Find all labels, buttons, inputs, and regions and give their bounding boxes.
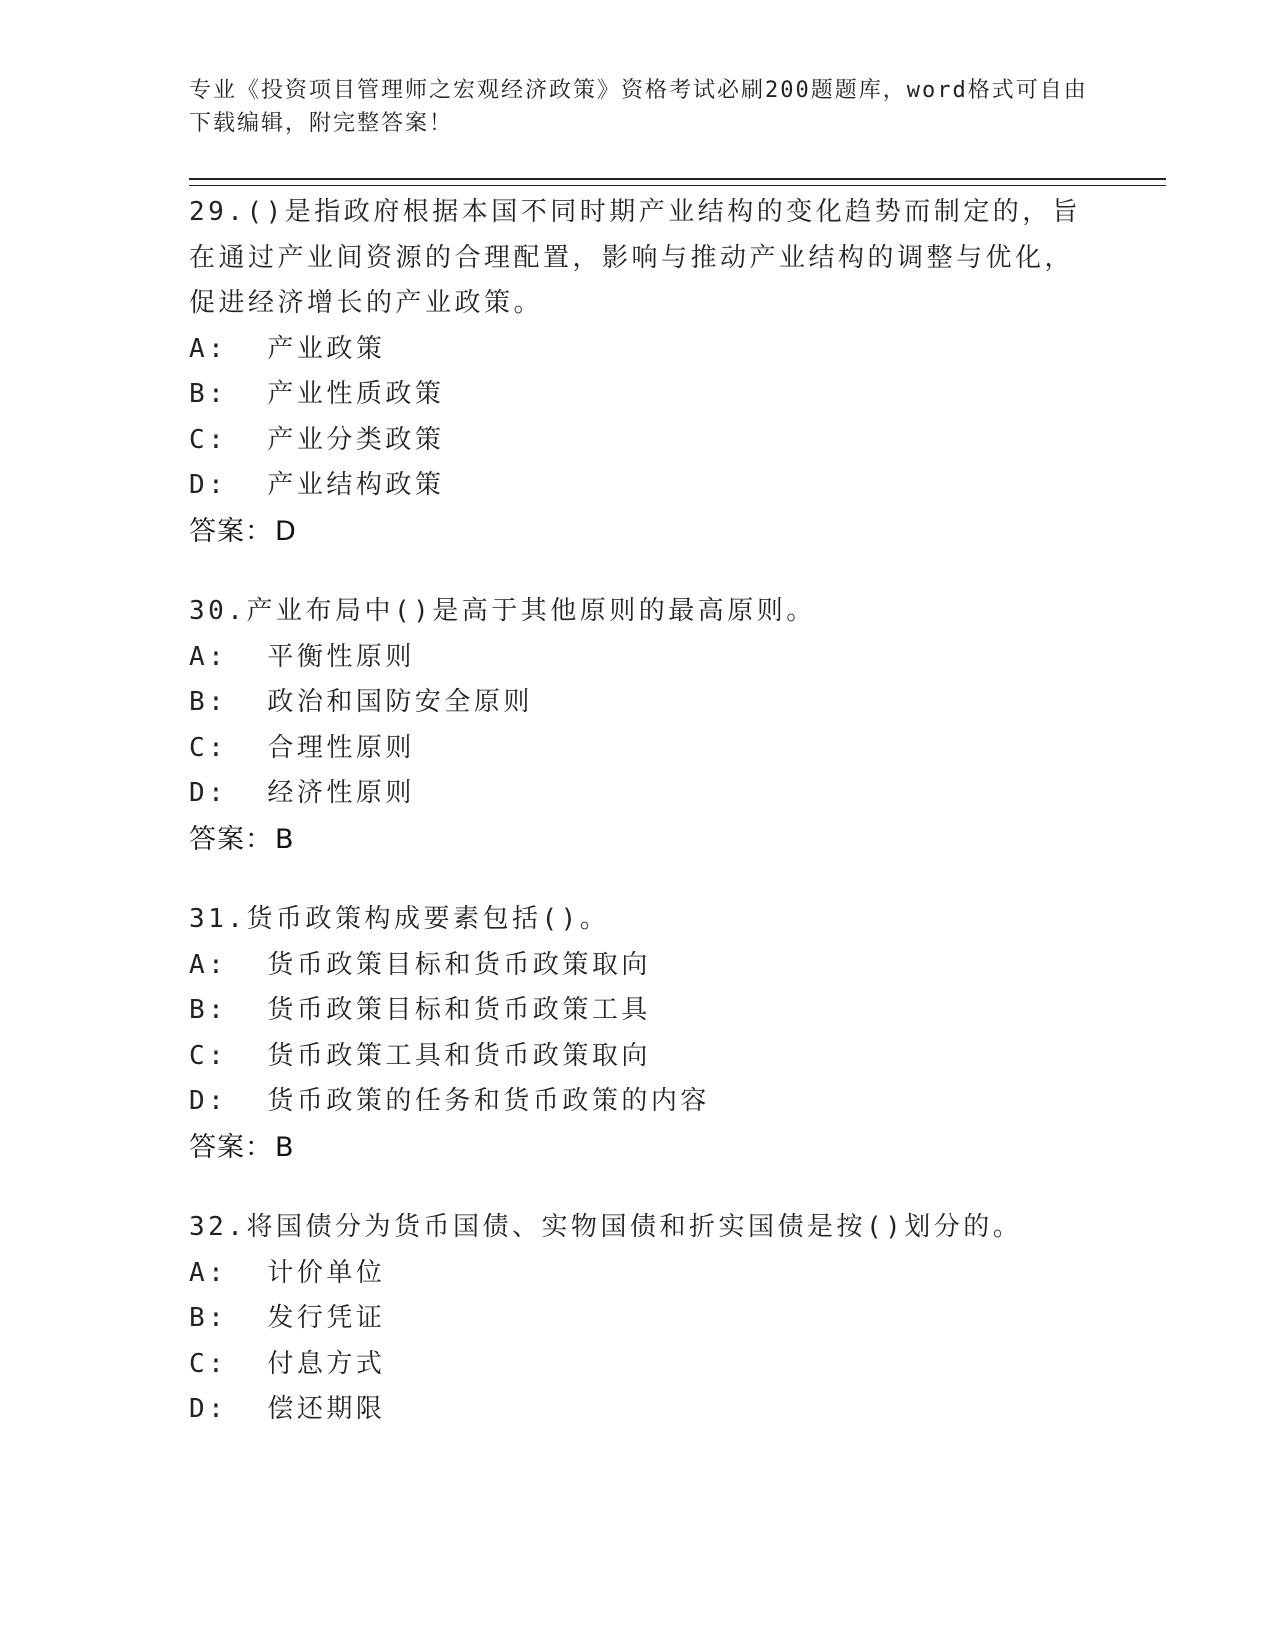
option-text: 货币政策工具和货币政策取向 (267, 1040, 651, 1071)
option-text: 合理性原则 (267, 732, 415, 763)
option-text: 产业分类政策 (267, 424, 445, 455)
option-c (189, 418, 1089, 464)
option-letter: D: (189, 778, 228, 808)
option-letter: C: (189, 1040, 228, 1071)
option-text: 发行凭证 (267, 1303, 386, 1333)
option-a (189, 943, 1089, 989)
question-stem: 30.产业布局中()是高于其他原则的最高原则。 (189, 596, 816, 626)
answer-label: 答案： (189, 1131, 273, 1163)
answer (189, 509, 1089, 555)
option-text: 付息方式 (267, 1348, 386, 1379)
answer-label: 答案： (189, 515, 273, 547)
option-text: 货币政策的任务和货币政策的内容 (267, 1086, 710, 1116)
option-letter: C: (189, 732, 228, 763)
answer-value: B (275, 1131, 294, 1163)
option-d (189, 1387, 1089, 1433)
option-letter: A: (189, 333, 228, 364)
question-31 (189, 897, 1089, 1170)
option-c (189, 1034, 1089, 1080)
option-text: 计价单位 (267, 1257, 386, 1288)
question-29 (189, 190, 1089, 554)
option-c (189, 1342, 1089, 1388)
option-a (189, 635, 1089, 681)
option-text: 产业结构政策 (267, 470, 445, 500)
option-text: 政治和国防安全原则 (267, 687, 533, 717)
option-a (189, 1251, 1089, 1297)
option-text: 经济性原则 (267, 778, 415, 808)
question-32 (189, 1205, 1089, 1433)
option-d (189, 1079, 1089, 1125)
option-letter: C: (189, 1348, 228, 1379)
answer (189, 1125, 1089, 1171)
option-b (189, 372, 1089, 418)
question-list (189, 190, 1089, 1468)
option-text: 货币政策目标和货币政策工具 (267, 995, 651, 1025)
option-c (189, 726, 1089, 772)
option-letter: D: (189, 1394, 228, 1424)
answer-label: 答案： (189, 823, 273, 855)
option-text: 产业政策 (267, 333, 386, 364)
question-30 (189, 589, 1089, 862)
option-b (189, 988, 1089, 1034)
option-text: 偿还期限 (267, 1394, 386, 1424)
option-letter: B: (189, 379, 228, 409)
answer-value: D (275, 515, 296, 547)
option-letter: B: (189, 995, 228, 1025)
question-stem: 29.()是指政府根据本国不同时期产业结构的变化趋势而制定的，旨在通过产业间资源的合理配置，影响与推动产业结构的调整与优化，促进经济增长的产业政策。 (189, 197, 1082, 318)
option-a (189, 327, 1089, 373)
option-letter: A: (189, 1257, 228, 1288)
option-letter: A: (189, 641, 228, 672)
option-b (189, 680, 1089, 726)
option-letter: A: (189, 949, 228, 980)
answer (189, 817, 1089, 863)
option-text: 产业性质政策 (267, 379, 445, 409)
document-header: 专业《投资项目管理师之宏观经济政策》资格考试必刷200题题库，word格式可自由下载编辑，附完整答案！ (189, 78, 1088, 136)
option-letter: B: (189, 1303, 228, 1333)
option-letter: D: (189, 470, 228, 500)
option-letter: D: (189, 1086, 228, 1116)
question-stem: 32.将国债分为货币国债、实物国债和折实国债是按()划分的。 (189, 1212, 1023, 1242)
option-text: 平衡性原则 (267, 641, 415, 672)
option-b (189, 1296, 1089, 1342)
question-stem: 31.货币政策构成要素包括()。 (189, 904, 610, 934)
option-letter: B: (189, 687, 228, 717)
option-d (189, 771, 1089, 817)
header-divider (189, 178, 1166, 186)
answer-value: B (275, 823, 294, 855)
option-text: 货币政策目标和货币政策取向 (267, 949, 651, 980)
option-d (189, 463, 1089, 509)
option-letter: C: (189, 424, 228, 455)
